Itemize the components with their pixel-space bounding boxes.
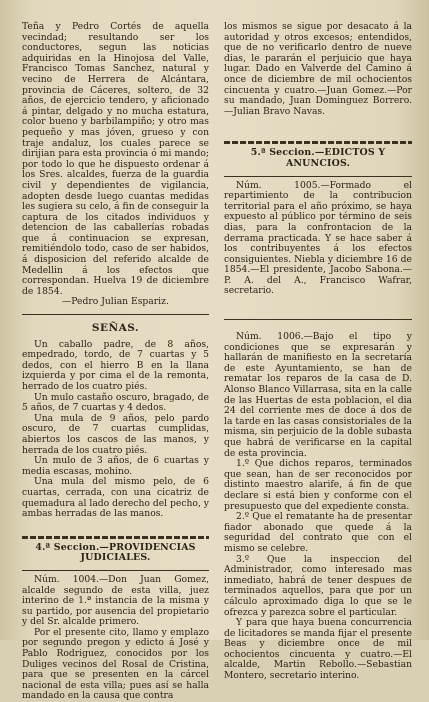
section-title: 5.ª Seccion.—EDICTOS Y ANUNCIOS. (250, 147, 386, 169)
notice-text: los mismos se sigue por desacato á la autoridad y otros excesos; entendidos, que de no verificarlo dentro de nueve dias, le pararán el perjuicio que haya lugar. Dado en Valverde del Camino á once de diciembre de mil ochocientos cincuenta y cuatro.—Juan Gomez.—Por su mandado, Juan Dominguez Borrero.—Julian Bravo Navas. (224, 21, 412, 117)
description-item: Un mulo castaño oscuro, bragado, de 5 años, de 7 cuartas y 4 dedos. (22, 391, 209, 414)
section-title: 4.ª Seccion.—PROVIDENCIAS JUDICIALES. (35, 541, 196, 564)
divider (22, 570, 209, 571)
right-column (224, 0, 412, 682)
signature: —Pedro Julian Espariz. (62, 296, 169, 308)
notice-text: Núm. 1004.—Don Juan Gomez, alcalde segundo de esta villa, juez interino de 1.ª instancia de la misma y su partido, por ausencia del propietario y del Sr. alcalde primero. (22, 573, 209, 628)
notice-text: Por el presente cito, llamo y emplazo por segundo pregon y edicto á José y Pablo Rodriguez, conocidos por los Duliges vecinos del Rosal de Cristina, para que se presenten en la cárcel nacional de esta villa; pues así se halla mandado en la causa que contra (22, 626, 209, 702)
left-column (22, 0, 209, 702)
notice-text: Núm. 1006.—Bajo el tipo y condiciones que se expresarán y hallarán de manifiesto en la secretaría de este Ayuntamiento, se han de rematar los reparos de la casa de D. Alonso Blanco Villarrasa, sita en la calle de las Huertas de esta poblacion, el dia 24 del corriente mes de doce á dos de la tarde en las casas consistoriales de la misma, sin perjuicio de la doble subasta que habrá de verificarse en la capital de esta provincia. (224, 331, 412, 459)
divider (224, 141, 412, 144)
divider (22, 314, 209, 315)
spacer (224, 297, 412, 313)
condition-item: 3.º Que la inspeccion del Administrador, como interesado mas inmediato, habrá de tener despues de terminados aquellos, para que por un cálculo aproximado diga lo que se le ofrezca y parezca sobre el particular. (224, 553, 412, 618)
description-item: Una mula del mismo pelo, de 6 cuartas, cerrada, con una cicatriz de quemadura al lado derecho del pecho, y ambas herradas de las manos. (22, 476, 209, 520)
divider (224, 176, 412, 177)
description-item: Un mulo de 3 años, de 6 cuartas y media escasas, mohino. (22, 455, 209, 477)
divider (224, 319, 412, 320)
senas-heading: SEÑAS. (91, 322, 140, 335)
divider (22, 536, 209, 539)
description-item: Una mula de 9 años, pelo pardo oscuro, de 7 cuartas cumplidas, abiertos los cascos de las manos, y herrada de los cuatro piés. (22, 412, 209, 456)
condition-item: 2.º Que el rematante ha de presentar fiador abonado que quede á la seguridad del contrato que con el mismo se celebre. (224, 511, 412, 554)
spacer (224, 117, 412, 133)
description-item: Un caballo padre, de 8 años, empedrado, tordo, de 7 cuartas y 5 dedos, con el hierro B en la llana izquierda y por cima el de la remonta, herrado de los cuatro piés. (22, 338, 209, 392)
condition-item: 1.º Que dichos reparos, terminados que sean, han de ser reconocidos por distinto maestro alarife, á fin de que declare si está bien y conforme con el presupuesto que del expediente consta. (224, 458, 412, 512)
article-text: Teña y Pedro Cortés de aquella vecindad; resultando ser los conductores, segun las noticias adquiridas en la Hinojosa del Valle, Francisco Tomas Sanchez, natural y vecino de Herrera de Alcántara, provincia de Cáceres, soltero, de 32 años, de ejercicio tendero, y aficionado á pintar, delgado y no mucha estatura, color bueno y barbilampiño; y otro mas pequeño y mas jóven, grueso y con traje andaluz, los cuales parece se dirijian para esta provincia ó mi mando; por todo lo que he dispuesto ordenar á los Sres. alcaldes, fuerza de la guardia civil y dependientes de vigilancia, adopten desde luego cuantas medidas les sugiera su celo, á fin de conseguir la captura de los citados individuos y detencion de las caballerías robadas que á continuacion se expresan, remitiéndolo todo, caso de ser habidos, á disposicion del referido alcalde de Medellin á los efectos que correspondan. Huelva 19 de diciembre de 1854. (22, 21, 209, 297)
condition-item: Y para que haya buena concurrencia de licitadores se manda fijar el presente Beas y diciembre once de mil ochocientos cincuenta y cuatro.—El alcalde, Martin Rebollo.—Sebastian Montero, secretario interino. (224, 617, 412, 682)
notice-text: Núm. 1005.—Formado el repartimiento de la contribucion territorial para el año próximo, se haya expuesto al público por término de seis dias, para la confrontacion de la derrama practicada. Y se hace saber á los contribuyentes á los efectos consiguientes. Niebla y diciembre 16 de 1854.—El presidente, Jacobo Sabona.—P. A. del A., Francisco Wafrar, secretario. (224, 179, 412, 297)
spacer (22, 520, 209, 528)
